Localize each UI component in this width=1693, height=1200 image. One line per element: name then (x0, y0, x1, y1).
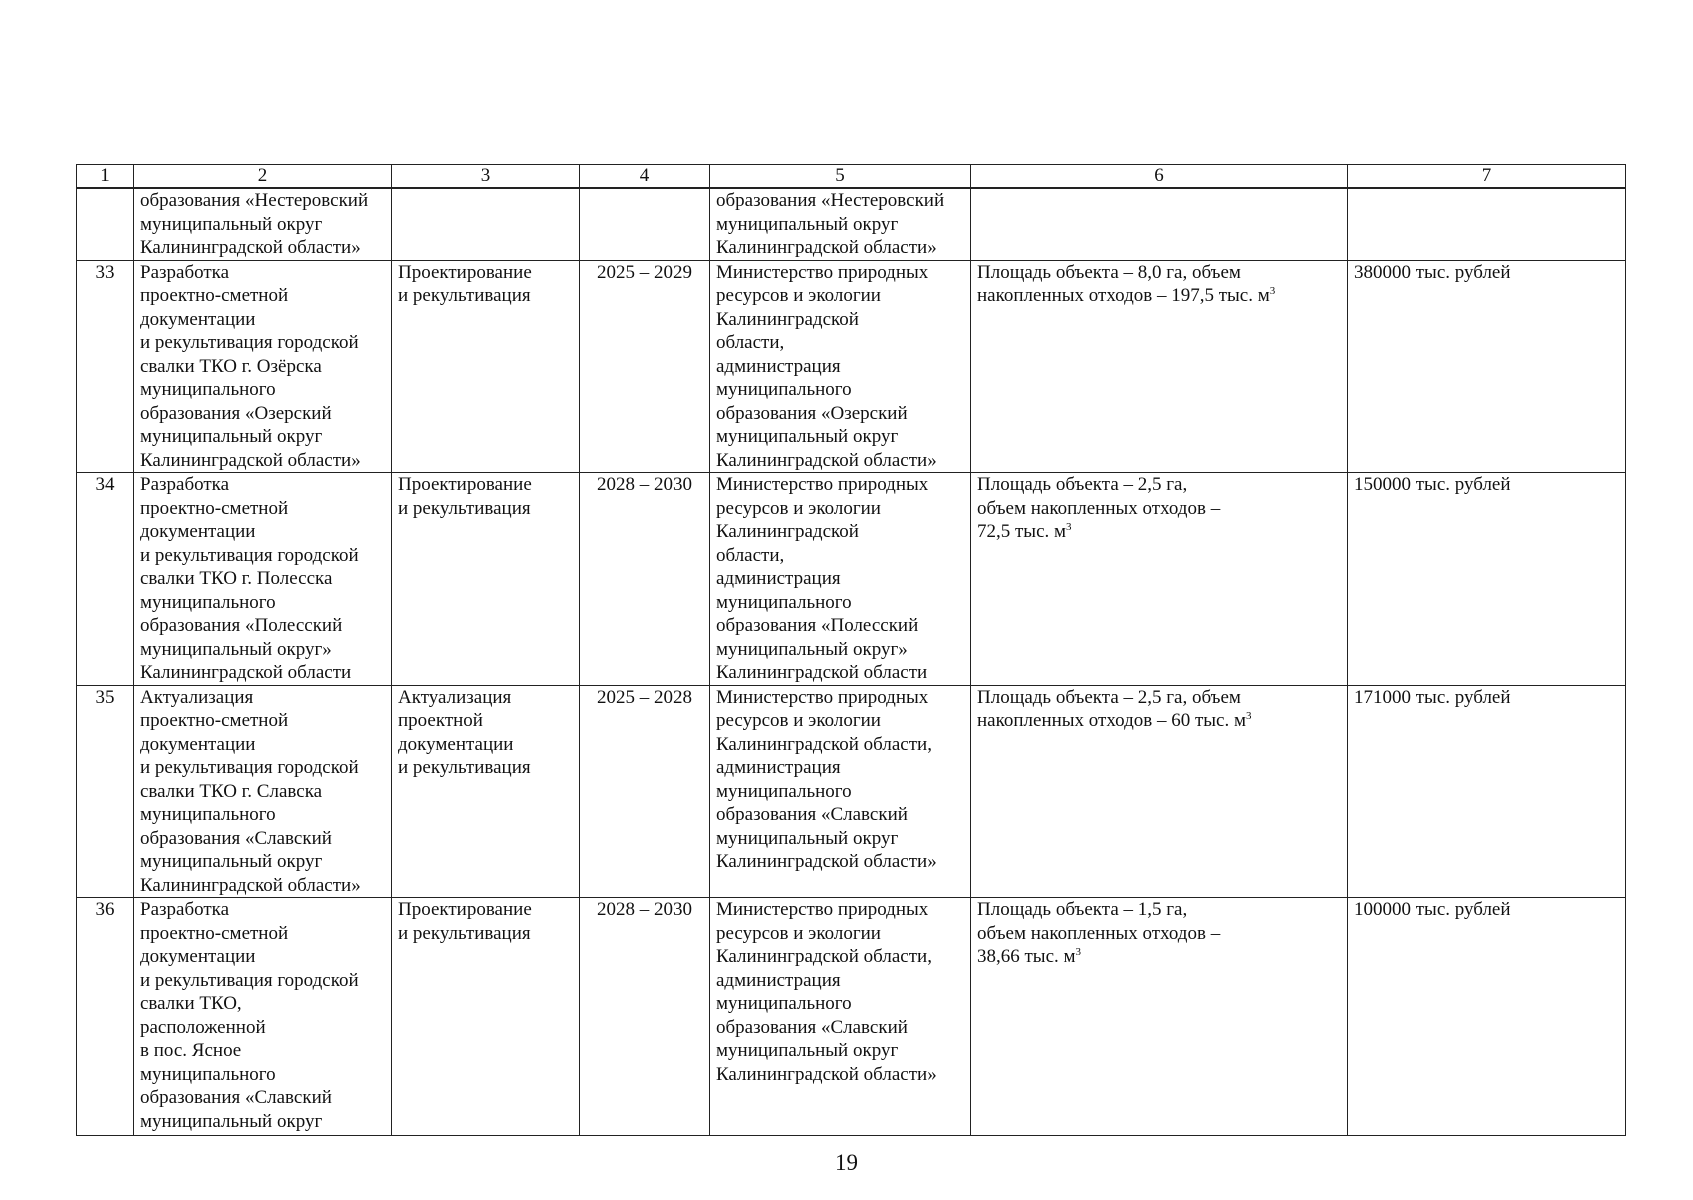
table-row (77, 898, 1626, 1136)
cubic-superscript: 3 (1269, 285, 1276, 297)
indicators (971, 685, 1348, 898)
continuation-type-cell (392, 188, 580, 260)
period: 2025 – 2028 (580, 685, 710, 898)
table-row (77, 685, 1626, 898)
column-header-3: 3 (392, 165, 580, 189)
cubic-superscript: 3 (1246, 710, 1252, 722)
column-header-4: 4 (580, 165, 710, 189)
cost: 171000 тыс. рублей (1348, 685, 1626, 898)
responsible: Министерство природных ресурсов и экологии Калининградской области, администрация муниципального образования «Озерский муниципальный округ Калининградской области» (710, 260, 971, 473)
continuation-responsible-cell: образования «Нестеровский муниципальный округ Калининградской области» (710, 188, 971, 260)
work-type: Актуализация проектной документации и рекультивация (392, 685, 580, 898)
table-row (77, 473, 1626, 686)
indicators (971, 898, 1348, 1136)
row-number: 35 (77, 685, 134, 898)
column-header-1: 1 (77, 165, 134, 189)
responsible: Министерство природных ресурсов и экологии Калининградской области, администрация муниципального образования «Полесский муниципальный округ» Калининградской области (710, 473, 971, 686)
row-number: 33 (77, 260, 134, 473)
work-type: Проектирование и рекультивация (392, 898, 580, 1136)
cost: 100000 тыс. рублей (1348, 898, 1626, 1136)
measure-name: Разработка проектно-сметной документации и рекультивация городской свалки ТКО г. Озёрска муниципального образования «Озерский муниципальный округ Калининградской области» (134, 260, 392, 473)
indicators-text: Площадь объекта – 2,5 га, объем накопленных отходов – 72,5 тыс. м (977, 474, 1221, 542)
page-number: 19 (835, 1150, 858, 1175)
indicators-text: Площадь объекта – 2,5 га, объем накопленных отходов – 60 тыс. м (977, 686, 1246, 731)
measure-name: Актуализация проектно-сметной документации и рекультивация городской свалки ТКО г. Славска муниципального образования «Славский муниципальный округ Калининградской области» (134, 685, 392, 898)
work-type: Проектирование и рекультивация (392, 260, 580, 473)
column-header-6: 6 (971, 165, 1348, 189)
indicators (971, 260, 1348, 473)
cost: 150000 тыс. рублей (1348, 473, 1626, 686)
measure-name: Разработка проектно-сметной документации и рекультивация городской свалки ТКО г. Полесска муниципального образования «Полесский муниципальный округ» Калининградской области (134, 473, 392, 686)
cubic-superscript: 3 (1075, 946, 1082, 958)
column-header-7: 7 (1348, 165, 1626, 189)
period: 2028 – 2030 (580, 473, 710, 686)
continuation-name-cell: образования «Нестеровский муниципальный округ Калининградской области» (134, 188, 392, 260)
row-number: 36 (77, 898, 134, 1136)
indicators-text: Площадь объекта – 8,0 га, объем накопленных отходов – 197,5 тыс. м (977, 261, 1270, 306)
period: 2028 – 2030 (580, 898, 710, 1136)
table-row (77, 260, 1626, 473)
measures-table (76, 164, 1626, 1136)
responsible: Министерство природных ресурсов и экологии Калининградской области, администрация муниципального образования «Славский муниципальный округ Калининградской области» (710, 898, 971, 1136)
column-header-2: 2 (134, 165, 392, 189)
continuation-period-cell (580, 188, 710, 260)
row-number: 34 (77, 473, 134, 686)
continuation-indicators-cell (971, 188, 1348, 260)
indicators (971, 473, 1348, 686)
cost: 380000 тыс. рублей (1348, 260, 1626, 473)
period: 2025 – 2029 (580, 260, 710, 473)
work-type: Проектирование и рекультивация (392, 473, 580, 686)
measure-name: Разработка проектно-сметной документации и рекультивация городской свалки ТКО, расположенной в пос. Ясное муниципального образования «Славский муниципальный округ (134, 898, 392, 1136)
responsible: Министерство природных ресурсов и экологии Калининградской области, администрация муниципального образования «Славский муниципальный округ Калининградской области» (710, 685, 971, 898)
cubic-superscript: 3 (1066, 521, 1072, 533)
continuation-num-cell (77, 188, 134, 260)
indicators-text: Площадь объекта – 1,5 га, объем накопленных отходов – 38,66 тыс. м (977, 899, 1221, 967)
column-header-5: 5 (710, 165, 971, 189)
continuation-row (77, 188, 1626, 260)
continuation-cost-cell (1348, 188, 1626, 260)
column-number-row (77, 165, 1626, 189)
